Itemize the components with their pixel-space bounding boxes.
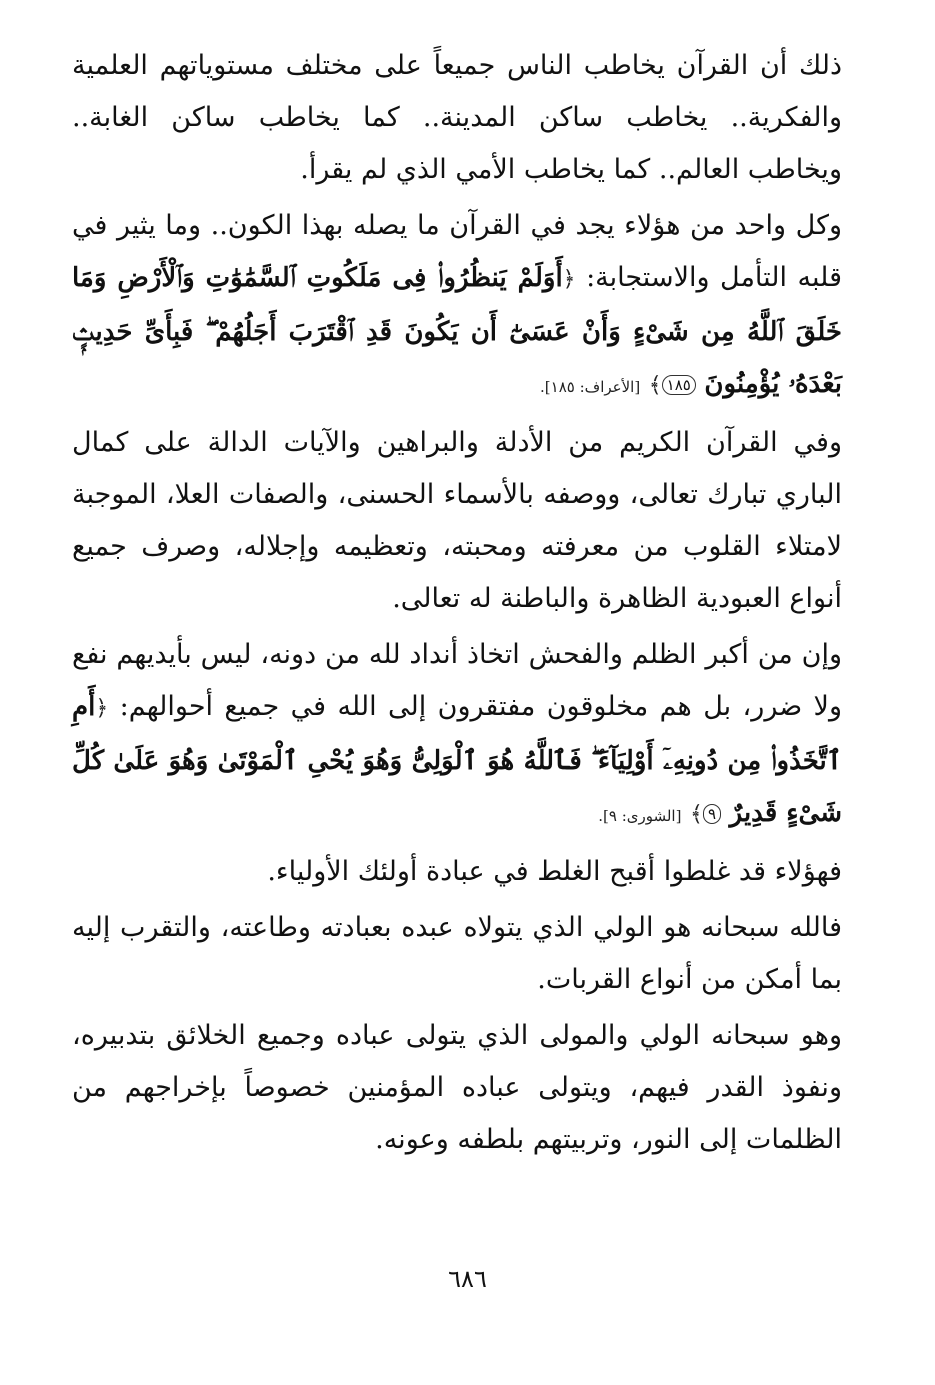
paragraph-wali-and-mawla: وهو سبحانه الولي والمولى الذي يتولى عباده وجميع الخلائق بتدبيره، ونفوذ القدر فيهم، ويتولى عباده المؤمنين خصوصاً بإخراجهم من الظلمات إلى النور، وتربيتهم بلطفه وعونه. [72,1020,842,1155]
paragraph-quran-addresses-all: ذلك أن القرآن يخاطب الناس جميعاً على مختلف مستوياتهم العلمية والفكرية.. يخاطب ساكن المدينة.. كما يخاطب ساكن الغابة.. ويخاطب العالم.. كما يخاطب الأمي الذي لم يقرأ. [72,50,842,185]
quran-verse-araf-185: أَوَلَمْ يَنظُرُوا۟ فِى مَلَكُوتِ ٱلسَّمَٰوَٰتِ وَٱلْأَرْضِ وَمَا خَلَقَ ٱللَّهُ مِن شَىْءٍ وَأَنْ عَسَىٰٓ أَن يَكُونَ قَدِ ٱقْتَرَبَ أَجَلُهُمْ ۖ فَبِأَىِّ حَدِيثٍۭ بَعْدَهُۥ يُؤْمِنُونَ [72,263,842,399]
paragraph-worst-error: فهؤلاء قد غلطوا أقبح الغلط في عبادة أولئك الأولياء. [267,856,842,887]
verse-reference: [الشورى: ٩]. [598,807,682,825]
verse-open-bracket: ﴿ [95,696,109,721]
quran-verse-shura-9: أَمِ ٱتَّخَذُوا۟ مِن دُونِهِۦٓ أَوْلِيَآءَ ۖ فَٱللَّهُ هُوَ ٱلْوَلِىُّ وَهُوَ يُحْىِ ٱلْمَوْتَىٰ وَهُوَ عَلَىٰ كُلِّ شَىْءٍ قَدِيرٌ [72,692,842,828]
paragraph-shura-verse [72,629,842,842]
verse-reference: [الأعراف: ١٨٥]. [540,378,641,396]
verse-close-bracket: ﴾ [648,373,662,398]
paragraph-araf-verse [72,200,842,413]
verse-close-bracket: ﴾ [690,802,703,827]
page-number: ٦٨٦ [448,1265,487,1293]
ayah-number-badge: ٩ [703,804,721,824]
paragraph-intro-text: وإن من أكبر الظلم والفحش اتخاذ أنداد لله من دونه، ليس بأيديهم نفع ولا ضرر، بل هم مخلوقون مفتقرون إلى الله في جميع أحوالهم: [72,639,842,722]
paragraph-evidence-of-perfection: وفي القرآن الكريم من الأدلة والبراهين والآيات الدالة على كمال الباري تبارك تعالى، ووصفه بالأسماء الحسنى، والصفات العلا، الموجبة لامتلاء القلوب من معرفته ومحبته، وتعظيمه وإجلاله، وصرف جميع أنواع العبودية الظاهرة والباطنة له تعالى. [72,427,842,614]
paragraph-intro-text: وكل واحد من هؤلاء يجد في القرآن ما يصله بهذا الكون.. وما يثير في قلبه التأمل والاستجابة: [72,210,843,293]
verse-open-bracket: ﴿ [562,267,576,292]
ayah-number-badge: ١٨٥ [662,375,696,395]
page-body [72,40,842,1170]
paragraph-allah-the-wali: فالله سبحانه هو الولي الذي يتولاه عبده بعبادته وطاعته، والتقرب إليه بما أمكن من أنواع القربات. [72,912,842,995]
